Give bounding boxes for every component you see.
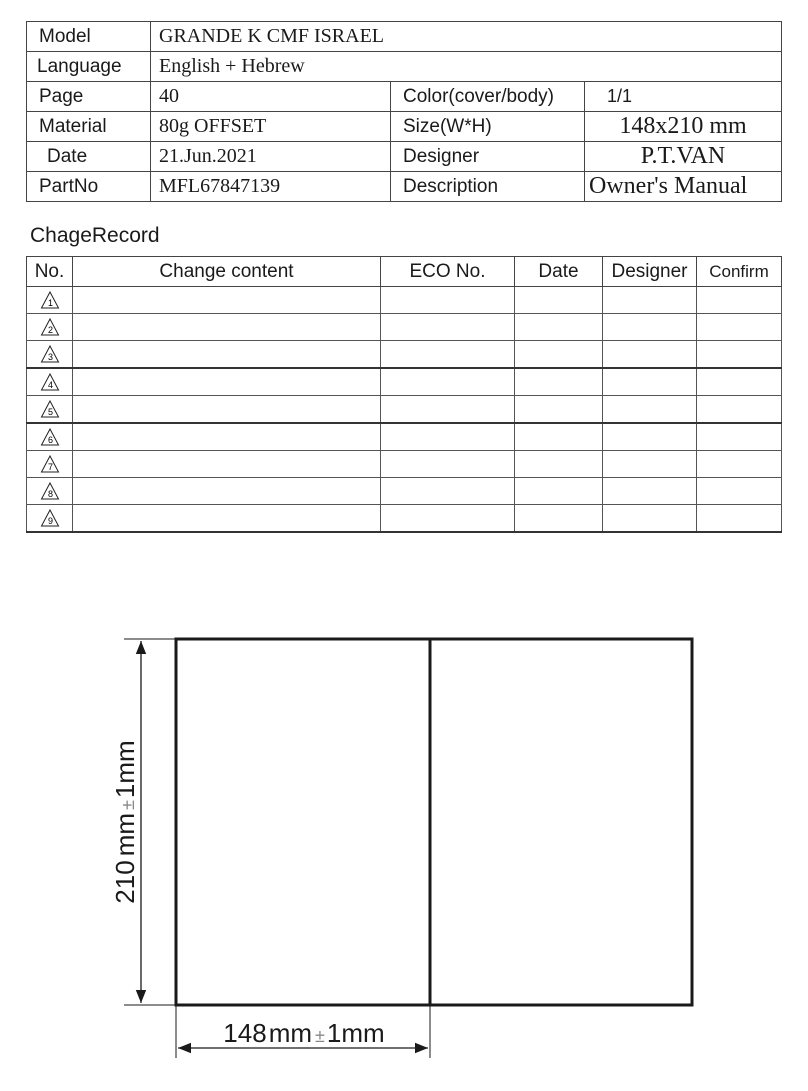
- svg-text:2: 2: [47, 325, 53, 335]
- color-label: Color(cover/body): [391, 82, 585, 112]
- confirm-cell: [697, 505, 782, 533]
- partno-value: MFL67847139: [151, 172, 391, 202]
- revision-number-cell: [27, 451, 73, 478]
- spec-table: [26, 21, 782, 202]
- spec-row-material: [27, 112, 782, 142]
- header-change-content: Change content: [73, 257, 381, 287]
- designer-cell: [603, 341, 697, 369]
- date-value: 21.Jun.2021: [151, 142, 391, 172]
- change-content-cell: [73, 314, 381, 341]
- revision-triangle-icon: [40, 508, 60, 528]
- color-value: 1/1: [585, 82, 782, 112]
- change-record-row: [27, 368, 782, 396]
- svg-text:6: 6: [47, 435, 53, 445]
- designer-value: P.T.VAN: [585, 142, 782, 172]
- revision-number-cell: [27, 478, 73, 505]
- material-label: Material: [27, 112, 151, 142]
- revision-number-cell: [27, 505, 73, 533]
- designer-label: Designer: [391, 142, 585, 172]
- change-record-row: [27, 451, 782, 478]
- eco-no-cell: [381, 314, 515, 341]
- page-outline: [176, 639, 692, 1005]
- revision-number-cell: [27, 341, 73, 369]
- date-label: Date: [27, 142, 151, 172]
- svg-text:3: 3: [47, 352, 53, 362]
- svg-text:5: 5: [47, 407, 53, 417]
- date-cell: [515, 451, 603, 478]
- confirm-cell: [697, 287, 782, 314]
- header-date: Date: [515, 257, 603, 287]
- language-label: Language: [27, 52, 151, 82]
- confirm-cell: [697, 423, 782, 451]
- change-content-cell: [73, 423, 381, 451]
- change-record-row: [27, 423, 782, 451]
- spec-row-language: [27, 52, 782, 82]
- change-content-cell: [73, 451, 381, 478]
- svg-text:1: 1: [47, 298, 53, 308]
- date-cell: [515, 478, 603, 505]
- spec-row-partno: [27, 172, 782, 202]
- change-record-table: [26, 256, 782, 533]
- eco-no-cell: [381, 505, 515, 533]
- confirm-cell: [697, 478, 782, 505]
- designer-cell: [603, 314, 697, 341]
- language-value: English + Hebrew: [151, 52, 782, 82]
- date-cell: [515, 287, 603, 314]
- page-value: 40: [151, 82, 391, 112]
- header-designer: Designer: [603, 257, 697, 287]
- change-record-row: [27, 396, 782, 424]
- designer-cell: [603, 423, 697, 451]
- date-cell: [515, 505, 603, 533]
- revision-triangle-icon: [40, 344, 60, 364]
- header-confirm: Confirm: [697, 257, 782, 287]
- description-value: Owner's Manual: [585, 172, 782, 202]
- change-record-body: [27, 287, 782, 533]
- designer-cell: [603, 451, 697, 478]
- revision-number-cell: [27, 314, 73, 341]
- change-record-row: [27, 505, 782, 533]
- description-label: Description: [391, 172, 585, 202]
- eco-no-cell: [381, 287, 515, 314]
- revision-triangle-icon: [40, 372, 60, 392]
- page-label: Page: [27, 82, 151, 112]
- change-record-row: [27, 478, 782, 505]
- size-label: Size(W*H): [391, 112, 585, 142]
- date-cell: [515, 314, 603, 341]
- partno-label: PartNo: [27, 172, 151, 202]
- eco-no-cell: [381, 396, 515, 424]
- designer-cell: [603, 396, 697, 424]
- change-record-header: [27, 257, 782, 287]
- eco-no-cell: [381, 478, 515, 505]
- designer-cell: [603, 505, 697, 533]
- eco-no-cell: [381, 423, 515, 451]
- change-content-cell: [73, 396, 381, 424]
- change-record-title: ChageRecord: [30, 224, 160, 247]
- header-eco-no: ECO No.: [381, 257, 515, 287]
- svg-text:8: 8: [47, 489, 53, 499]
- revision-triangle-icon: [40, 317, 60, 337]
- revision-number-cell: [27, 287, 73, 314]
- height-dimension-label: 210mm±1mm: [110, 740, 140, 904]
- date-cell: [515, 396, 603, 424]
- change-record-row: [27, 287, 782, 314]
- revision-triangle-icon: [40, 290, 60, 310]
- date-cell: [515, 341, 603, 369]
- revision-triangle-icon: [40, 399, 60, 419]
- page-dimension-drawing: [0, 600, 808, 1091]
- material-value: 80g OFFSET: [151, 112, 391, 142]
- eco-no-cell: [381, 451, 515, 478]
- size-value: 148x210 mm: [585, 112, 782, 142]
- revision-triangle-icon: [40, 454, 60, 474]
- svg-text:9: 9: [47, 516, 53, 526]
- header-no: No.: [27, 257, 73, 287]
- change-content-cell: [73, 478, 381, 505]
- change-record-row: [27, 341, 782, 369]
- eco-no-cell: [381, 368, 515, 396]
- width-dimension-label: 148mm ±1mm: [223, 1018, 385, 1048]
- date-cell: [515, 368, 603, 396]
- confirm-cell: [697, 368, 782, 396]
- model-value: GRANDE K CMF ISRAEL: [151, 22, 782, 52]
- confirm-cell: [697, 341, 782, 369]
- designer-cell: [603, 368, 697, 396]
- revision-number-cell: [27, 368, 73, 396]
- revision-triangle-icon: [40, 481, 60, 501]
- confirm-cell: [697, 451, 782, 478]
- svg-text:7: 7: [47, 462, 53, 472]
- change-record-row: [27, 314, 782, 341]
- model-label: Model: [27, 22, 151, 52]
- designer-cell: [603, 478, 697, 505]
- svg-text:4: 4: [47, 380, 53, 390]
- change-content-cell: [73, 368, 381, 396]
- confirm-cell: [697, 396, 782, 424]
- change-content-cell: [73, 505, 381, 533]
- spec-row-date: [27, 142, 782, 172]
- revision-triangle-icon: [40, 427, 60, 447]
- designer-cell: [603, 287, 697, 314]
- change-content-cell: [73, 287, 381, 314]
- revision-number-cell: [27, 423, 73, 451]
- eco-no-cell: [381, 341, 515, 369]
- spec-row-page: [27, 82, 782, 112]
- revision-number-cell: [27, 396, 73, 424]
- confirm-cell: [697, 314, 782, 341]
- change-content-cell: [73, 341, 381, 369]
- spec-row-model: [27, 22, 782, 52]
- date-cell: [515, 423, 603, 451]
